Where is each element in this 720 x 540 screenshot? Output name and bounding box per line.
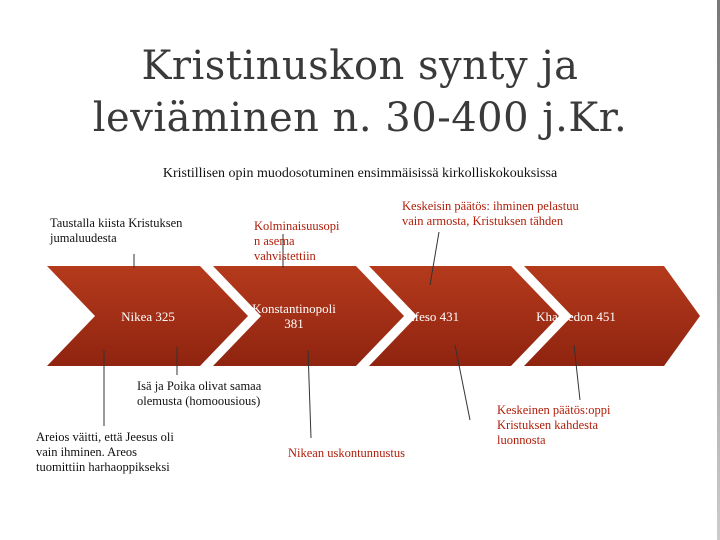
- note-bottom-right-line2: Kristuksen kahdesta: [497, 418, 599, 432]
- chevron-label-nikea: Nikea 325: [121, 309, 175, 324]
- note-bottom-left: [36, 430, 236, 475]
- note-bottom-left-line1: Areios väitti, että Jeesus oli: [36, 430, 174, 444]
- note-top-middle-line3: vahvistettiin: [254, 249, 316, 263]
- note-bottom-left-line3: tuomittiin harhaoppikseksi: [36, 460, 170, 474]
- title-line-1: Kristinuskon synty ja: [141, 43, 579, 89]
- chevron-label-konst-line2: 381: [284, 316, 304, 331]
- note-bottom-right-line3: luonnosta: [497, 433, 546, 447]
- note-bottom-nikea: Nikean uskontunnustus: [288, 446, 406, 460]
- note-bottom-center-line1: Isä ja Poika olivat samaa: [137, 379, 262, 393]
- note-top-left: [50, 216, 230, 246]
- note-bottom-right: [497, 403, 667, 448]
- title-line-2: leviäminen n. 30-400 j.Kr.: [92, 95, 628, 141]
- chevron-label-konstantinopoli: [236, 301, 352, 331]
- note-top-left-line2: jumaluudesta: [50, 231, 117, 245]
- chevron-label-konst-line1: Konstantinopoli: [252, 301, 336, 316]
- subtitle: Kristillisen opin muodosotuminen ensimmäisissä kirkolliskokouksissa: [162, 166, 558, 181]
- note-bottom-right-line1: Keskeinen päätös:oppi: [497, 403, 611, 417]
- note-bottom-center: [137, 379, 327, 409]
- note-top-right-line1: Keskeisin päätös: ihminen pelastuu: [402, 199, 579, 213]
- chevron-label-khalkedon: Khalkedon 451: [536, 309, 616, 324]
- note-bottom-left-line2: vain ihminen. Areos: [36, 445, 138, 459]
- note-top-right-line2: vain armosta, Kristuksen tähden: [402, 214, 564, 228]
- note-top-left-line1: Taustalla kiista Kristuksen: [50, 216, 183, 230]
- note-top-middle-line2: n asema: [254, 234, 295, 248]
- note-bottom-center-line2: olemusta (homoousious): [137, 394, 261, 408]
- note-top-middle-line1: Kolminaisuusopi: [254, 219, 340, 233]
- note-top-middle: [254, 219, 374, 264]
- chevron-label-efeso: Efeso 431: [406, 309, 460, 324]
- note-top-right: [402, 199, 652, 229]
